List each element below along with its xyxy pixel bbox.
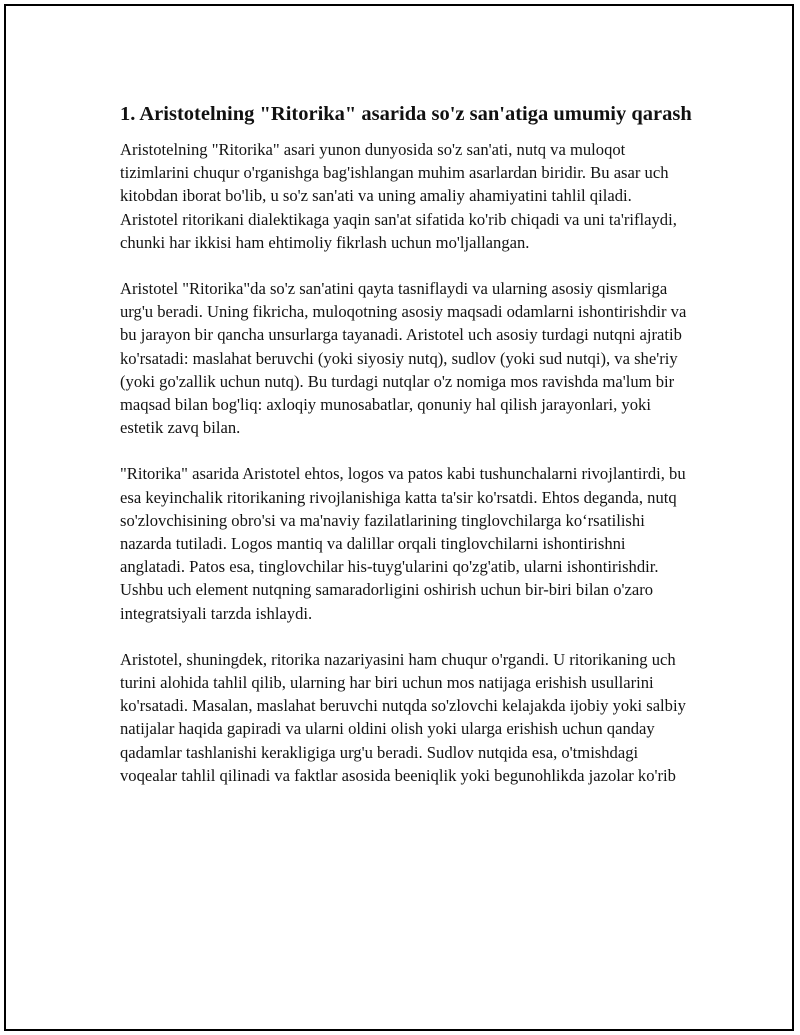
paragraph-1: Aristotelning "Ritorika" asari yunon dunyosida so'z san'ati, nutq va muloqot tizimlarini chuqur o'rganishga bag'ishlangan muhim asarlardan biridir. Bu asar uch kitobdan iborat bo'lib, u so'z san'ati va uning amaliy ahamiyatini tahlil qiladi. Aristotel ritorikani dialektikaga yaqin san'at sifatida ko'rib chiqadi va uni ta'riflaydi, chunki har ikkisi ham ehtimoliy fikrlash uchun mo'ljallangan. xyxy=(120,140,677,252)
document-body xyxy=(120,100,692,810)
paragraph-4: Aristotel, shuningdek, ritorika nazariyasini ham chuqur o'rgandi. U ritorikaning uch turini alohida tahlil qilib, ularning har biri uchun mos natijaga erishish usullarini ko'rsatadi. Masalan, maslahat beruvchi nutqda so'zlovchi kelajakda ijobiy yoki salbiy natijalar haqida gapiradi va ularni oldini olish yoki ularga erishish uchun qanday qadamlar tashlanishi kerakligiga urg'u beradi. Sudlov nutqida esa, o'tmishdagi voqealar tahlil qilinadi va faktlar asosida beeniqlik yoki begunohlikda jazolar ko'rib xyxy=(120,649,686,785)
section-heading: 1. Aristotelning "Ritorika" asarida so'z san'atiga umumiy qarash xyxy=(120,103,692,125)
paragraph-3: "Ritorika" asarida Aristotel ehtos, logos va patos kabi tushunchalarni rivojlantirdi, bu esa keyinchalik ritorikaning rivojlanishiga katta ta'sir ko'rsatdi. Ehtos deganda, nutq so'zlovchisining obro'si va ma'naviy fazilatlarining tinglovchilarga ko‘rsatilishi nazarda tutiladi. Logos mantiq va dalillar orqali tinglovchilarni ishontirishni anglatadi. Patos esa, tinglovchilar his-tuyg'ularini qo'zg'atib, ularni ishontirishdir. Ushbu uch element nutqning samaradorligini oshirish uchun bir-biri bilan o'zaro integratsiyali tarzda ishlaydi. xyxy=(120,464,686,623)
page-frame xyxy=(4,4,794,1031)
paragraph-2: Aristotel "Ritorika"da so'z san'atini qayta tasniflaydi va ularning asosiy qismlariga urg'u beradi. Uning fikricha, muloqotning asosiy maqsadi odamlarni ishontirishdir va bu jarayon bir qancha unsurlarga tayanadi. Aristotel uch asosiy turdagi nutqni ajratib ko'rsatadi: maslahat beruvchi (yoki siyosiy nutq), sudlov (yoki sud nutqi), va she'riy (yoki go'zallik uchun nutq). Bu turdagi nutqlar o'z nomiga mos ravishda ma'lum bir maqsad bilan bog'liq: axloqiy munosabatlar, qonuniy hal qilish jarayonlari, yoki estetik zavq bilan. xyxy=(120,279,687,438)
